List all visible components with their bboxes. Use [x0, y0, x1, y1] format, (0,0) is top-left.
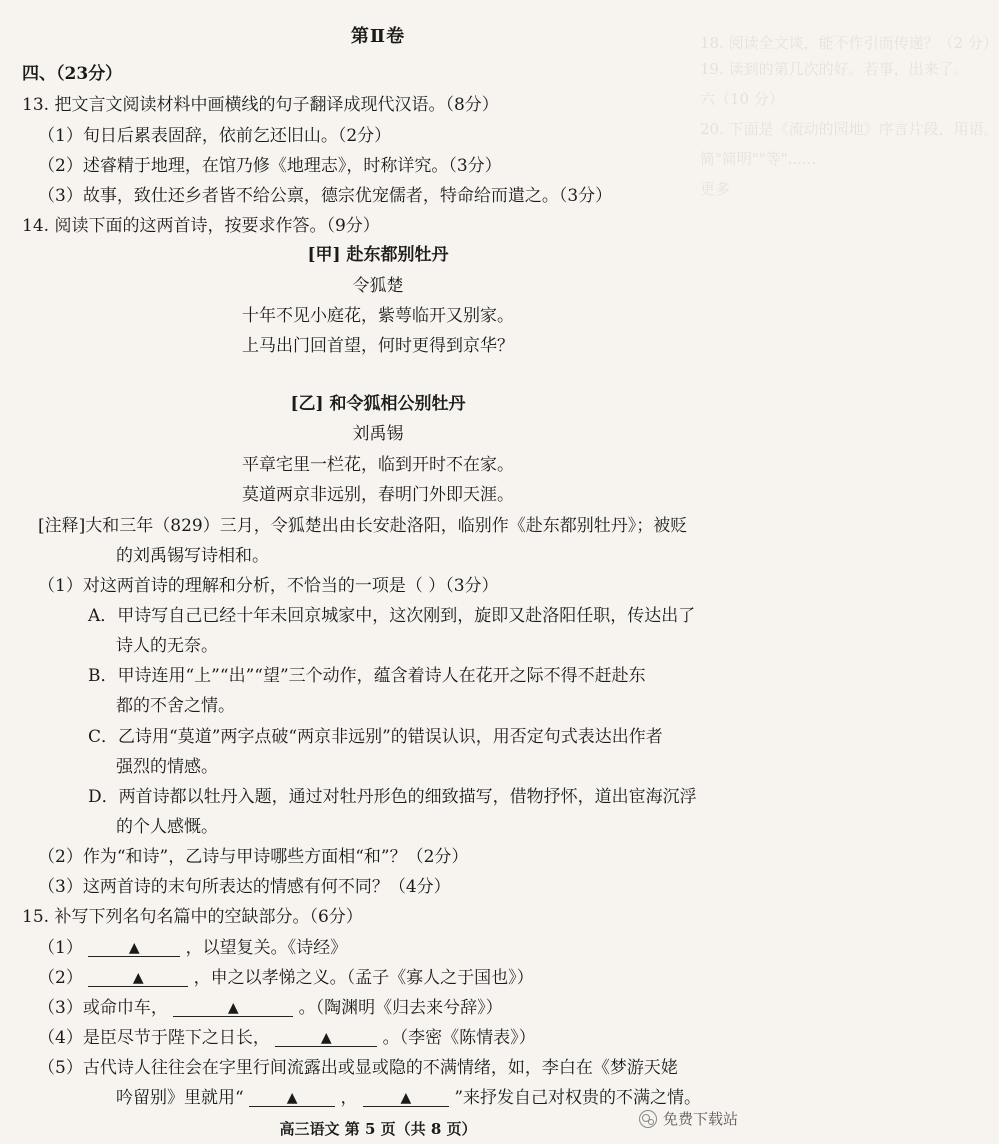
blank-15-3 — [173, 998, 293, 1019]
poem-note-line-2: 的刘禹锡写诗相和。 — [116, 546, 269, 566]
option-c-line-2: 强烈的情感。 — [116, 757, 218, 777]
blank-15-5-a — [249, 1088, 335, 1109]
option-d-line-2: 的个人感慨。 — [116, 817, 218, 837]
poem-1-line-2: 上马出门回首望，何时更得到京华？ — [242, 336, 514, 356]
poem-2-line-2: 莫道两京非远别，春明门外即天涯。 — [242, 485, 514, 505]
blank-15-1 — [88, 938, 180, 959]
watermark-text: 免费下载站 — [662, 1110, 738, 1128]
blank-15-2-marker: ▲ — [132, 970, 144, 986]
bleed-text-6: 更多 — [700, 180, 731, 198]
blank-15-5-a-marker: ▲ — [286, 1090, 298, 1106]
option-d-line-1: D．两首诗都以牡丹入题，通过对牡丹形色的细致描写，借物抒怀，道出宦海沉浮 — [88, 787, 697, 807]
question-15-item-2-suffix: ，申之以孝悌之义。（孟子《寡人之于国也》） — [193, 968, 534, 988]
question-15-stem: 15. 补写下列名句名篇中的空缺部分。（6分） — [22, 907, 363, 927]
question-14-subquestion-3: （3）这两首诗的末句所表达的情感有何不同？（4分） — [38, 877, 451, 897]
bleed-text-1: 18. 阅读全文谈，能不作引而传递？（2 分） — [700, 34, 998, 52]
blank-15-1-marker: ▲ — [128, 940, 140, 956]
question-15-item-5-line-1: （5）古代诗人往往会在字里行间流露出或显或隐的不满情绪，如，李白在《梦游天姥 — [38, 1058, 678, 1078]
option-a-line-2: 诗人的无奈。 — [116, 636, 218, 656]
question-15-item-5-line-2 — [116, 1088, 701, 1109]
option-b-line-1: B．甲诗连用“上”“出”“望”三个动作，蕴含着诗人在花开之际不得不赶赴东 — [88, 666, 646, 686]
question-14-subquestion-2: （2）作为“和诗”，乙诗与甲诗哪些方面相“和”？（2分） — [38, 847, 469, 867]
question-15-item-2 — [38, 968, 534, 989]
question-15-item-2-prefix: （2） — [38, 968, 83, 988]
poem-2-line-1: 平章宅里一栏花，临到开时不在家。 — [242, 455, 514, 475]
bleed-text-2: 19. 读到的第几次的好。若事，出来了。 — [700, 60, 969, 78]
question-15-item-3-prefix: （3）或命巾车， — [38, 998, 168, 1018]
question-13-item-3: （3）故事，致仕还乡者皆不给公禀，德宗优宠儒者，特命给而遣之。（3分） — [38, 186, 613, 206]
question-15-item-1 — [38, 938, 347, 959]
poem-2-author: 刘禹锡 — [352, 424, 404, 444]
poem-1-line-1: 十年不见小庭花，紫萼临开又别家。 — [242, 306, 514, 326]
watermark — [639, 1108, 738, 1129]
poem-2-title: [乙] 和令狐相公别牡丹 — [290, 394, 466, 414]
question-15-item-3-suffix: 。（陶渊明《归去来兮辞》） — [298, 998, 503, 1018]
question-15-item-1-prefix: （1） — [38, 938, 83, 958]
option-a-line-1: A．甲诗写自己已经十年未回京城家中，这次刚到，旋即又赴洛阳任职，传达出了 — [88, 606, 696, 626]
option-c-line-1: C．乙诗用“莫道”两字点破“两京非远别”的错误认识，用否定句式表达出作者 — [88, 727, 663, 747]
blank-15-5-b — [363, 1088, 449, 1109]
blank-15-5-b-marker: ▲ — [400, 1090, 412, 1106]
question-13-item-2: （2）述睿精于地理，在馆乃修《地理志》，时称详究。（3分） — [38, 156, 502, 176]
blank-15-4-marker: ▲ — [320, 1030, 332, 1046]
poem-1-author: 令狐楚 — [352, 276, 404, 296]
poem-1-title: [甲] 赴东都别牡丹 — [307, 245, 449, 265]
question-15-item-5-prefix: 吟留别》里就用“ — [116, 1088, 244, 1108]
question-15-item-1-suffix: ，以望复关。《诗经》 — [185, 938, 348, 958]
bleed-text-4: 20. 下面是《流动的园地》序言片段，用语。 — [700, 120, 999, 138]
question-15-item-4-prefix: （4）是臣尽节于陛下之日长， — [38, 1028, 270, 1048]
question-15-item-5-middle: ， — [340, 1088, 358, 1108]
blank-15-3-marker: ▲ — [227, 1000, 239, 1016]
blank-15-2 — [88, 968, 188, 989]
question-14-subquestion-1: （1）对这两首诗的理解和分析，不恰当的一项是（ ）（3分） — [38, 576, 499, 596]
question-14-stem: 14. 阅读下面的这两首诗，按要求作答。（9分） — [22, 216, 380, 236]
watermark-logo-icon — [639, 1110, 657, 1128]
question-13-item-1: （1）旬日后累表固辞，依前乞还旧山。（2分） — [38, 126, 392, 146]
question-15-item-3 — [38, 998, 503, 1019]
option-b-line-2: 都的不舍之情。 — [116, 696, 235, 716]
page-footer: 高三语文 第 5 页（共 8 页） — [279, 1120, 477, 1138]
question-15-item-4 — [38, 1028, 536, 1049]
question-15-item-5-suffix: ”来抒发自己对权贵的不满之情。 — [454, 1088, 702, 1108]
question-15-item-4-suffix: 。（李密《陈情表》） — [382, 1028, 536, 1048]
blank-15-4 — [275, 1028, 377, 1049]
section-title: 四、（23分） — [22, 64, 123, 84]
question-13-stem: 13. 把文言文阅读材料中画横线的句子翻译成现代汉语。（8分） — [22, 95, 499, 115]
poem-note-line-1: [注释]大和三年（829）三月，令狐楚出由长安赴洛阳，临别作《赴东都别牡丹》；被贬 — [38, 516, 688, 536]
bleed-text-5: 简"简明""等"...... — [700, 150, 817, 168]
bleed-text-3: 六（10 分） — [700, 90, 784, 108]
page-title: 第Ⅱ卷 — [350, 26, 406, 47]
